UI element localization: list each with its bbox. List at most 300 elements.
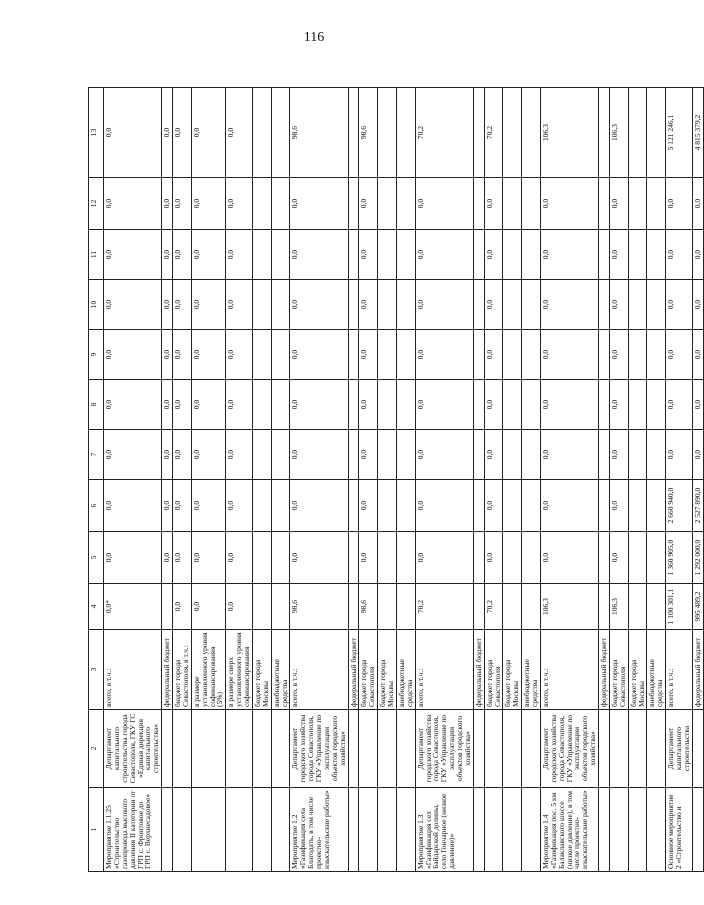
table-cell (522, 788, 541, 872)
table-cell (599, 230, 610, 280)
table-cell: 0,0 (359, 330, 378, 380)
table-cell (647, 584, 666, 630)
table-cell: 0,0 (191, 532, 226, 584)
table-row (599, 88, 610, 872)
table-cell (396, 430, 415, 480)
header-cell: 2 (89, 710, 104, 788)
table-cell: Департамент капитального строительства (666, 710, 693, 788)
table-cell: 106,3 (609, 584, 628, 630)
table-cell (348, 380, 359, 430)
table-cell (226, 710, 253, 788)
table-cell (359, 788, 378, 872)
table-cell: 0,0 (290, 178, 348, 230)
table-cell (522, 710, 541, 788)
table-cell: 0,0 (162, 380, 173, 430)
table-cell: 0,0 (540, 230, 598, 280)
table-cell (271, 280, 290, 330)
table-cell (191, 788, 226, 872)
table-cell (599, 480, 610, 532)
table-row (522, 88, 541, 872)
table-cell: бюджет города Москвы (503, 630, 522, 710)
table-cell (503, 280, 522, 330)
table-cell (647, 532, 666, 584)
table-cell: 0,0 (609, 430, 628, 480)
table-cell (396, 480, 415, 532)
table-cell: 0,0 (692, 280, 703, 330)
table-row (290, 88, 348, 872)
table-cell: 0,0 (484, 280, 503, 330)
table-cell: Мероприятие 1.3 «Газификация сел Байдарской долины, село Гончарное (низкое давление)» (415, 788, 473, 872)
table-cell: бюджет города Севастополя (359, 630, 378, 710)
table-cell: 0,0 (290, 532, 348, 584)
table-cell: в размере установленного уровня софинансирования (5%) (191, 630, 226, 710)
table-cell (473, 280, 484, 330)
table-cell (628, 788, 647, 872)
table-cell (522, 380, 541, 430)
table-cell (692, 710, 703, 788)
table-cell (378, 88, 397, 178)
table-cell (522, 178, 541, 230)
table-cell (271, 88, 290, 178)
table-row (609, 88, 628, 872)
table-row (647, 88, 666, 872)
table-cell (503, 480, 522, 532)
table-cell: 0,0 (162, 480, 173, 532)
table-cell: 0,0 (226, 230, 253, 280)
table-cell: 0,0 (692, 430, 703, 480)
table-cell: 0,0 (173, 178, 192, 230)
table-cell (647, 710, 666, 788)
table-cell (252, 280, 271, 330)
table-cell: 0,0 (359, 480, 378, 532)
table-cell: 0,0 (104, 532, 162, 584)
table-cell: 0,0 (290, 380, 348, 430)
table-cell (396, 88, 415, 178)
table-cell: 70,2 (415, 584, 473, 630)
table-cell (252, 430, 271, 480)
table-cell: 0,0 (162, 330, 173, 380)
header-cell: 3 (89, 630, 104, 710)
table-cell (599, 380, 610, 430)
table-cell (252, 178, 271, 230)
table-cell: 0,0 (226, 380, 253, 430)
table-cell: 0,0 (415, 532, 473, 584)
table-cell: 0,0 (191, 178, 226, 230)
table-cell: 0,0 (484, 178, 503, 230)
table-cell: всего, в т.ч.: (415, 630, 473, 710)
table-cell: Основное мероприятие 2 «Строительство и (666, 788, 693, 872)
table-cell: 0,0 (191, 584, 226, 630)
table-cell (252, 330, 271, 380)
table-cell: 0,0 (692, 178, 703, 230)
table-cell (252, 788, 271, 872)
table-cell: 70,2 (484, 88, 503, 178)
table-cell: 0,0 (359, 532, 378, 584)
table-cell (647, 178, 666, 230)
table-cell: 0,0 (173, 380, 192, 430)
header-cell: 1 (89, 788, 104, 872)
table-cell (162, 788, 173, 872)
table-cell (503, 710, 522, 788)
rotated-table-frame (88, 88, 702, 872)
table-cell: 0,0 (415, 178, 473, 230)
table-cell: 0,0 (191, 430, 226, 480)
table-cell: 0,0 (609, 178, 628, 230)
table-cell: в размере сверх установленного уровня софинансирования (226, 630, 253, 710)
table-cell (378, 532, 397, 584)
table-cell: 0,0 (666, 380, 693, 430)
table-body (104, 88, 704, 872)
table-cell: 0,0 (191, 230, 226, 280)
table-cell: 106,3 (540, 88, 598, 178)
table-cell (628, 88, 647, 178)
table-cell: 106,3 (540, 584, 598, 630)
table-cell: федеральный бюджет (473, 630, 484, 710)
table-cell: 98,6 (290, 88, 348, 178)
table-cell: 0,0 (540, 430, 598, 480)
table-cell: 0,0 (226, 88, 253, 178)
table-cell (522, 584, 541, 630)
table-cell: федеральный бюджет (162, 630, 173, 710)
table-cell: 0,0 (359, 280, 378, 330)
table-cell: 0,0 (415, 230, 473, 280)
table-cell: 0,0 (290, 430, 348, 480)
table-cell: всего, в т.ч.: (666, 630, 693, 710)
table-cell: 0,0 (540, 380, 598, 430)
table-cell (484, 710, 503, 788)
table-cell: 0,0 (290, 280, 348, 330)
table-cell (396, 710, 415, 788)
table-cell: всего, в т.ч.: (540, 630, 598, 710)
table-cell: 0,0 (415, 480, 473, 532)
table-cell (647, 380, 666, 430)
table-cell (473, 380, 484, 430)
table-cell: 0,0 (162, 178, 173, 230)
table-cell (271, 430, 290, 480)
table-cell: 0,0 (290, 480, 348, 532)
table-cell (473, 88, 484, 178)
table-cell: 98,6 (290, 584, 348, 630)
table-cell: 0,0 (226, 330, 253, 380)
table-cell (599, 584, 610, 630)
table-cell: 0,0 (540, 330, 598, 380)
table-row (628, 88, 647, 872)
table-row (415, 88, 473, 872)
table-cell: Департамент городского хозяйства города Севастополя, ГКУ «Управление по эксплуатации объектов городского хозяйства» (290, 710, 348, 788)
table-cell (473, 178, 484, 230)
table-cell: 0,0 (415, 330, 473, 380)
table-cell (378, 788, 397, 872)
table-cell: бюджет города Москвы (252, 630, 271, 710)
table-cell (396, 788, 415, 872)
table-cell: 98,6 (359, 88, 378, 178)
table-cell: 0,0 (415, 430, 473, 480)
table-cell (348, 88, 359, 178)
table-cell (609, 710, 628, 788)
table-cell (473, 532, 484, 584)
table-cell: 2 527 890,0 (692, 480, 703, 532)
table-cell (599, 178, 610, 230)
table-cell (503, 230, 522, 280)
table-cell: 1 360 905,0 (666, 532, 693, 584)
table-cell (628, 380, 647, 430)
table-cell (599, 280, 610, 330)
table-cell: федеральный бюджет (599, 630, 610, 710)
table-cell: 0,0 (290, 230, 348, 280)
table-cell (628, 532, 647, 584)
table-cell: 0,0 (484, 330, 503, 380)
table-cell: всего, в т.ч.: (290, 630, 348, 710)
table-row (378, 88, 397, 872)
table-cell: Мероприятие 1.2 «Газификация села Благодать, в том числе проектно-изыскательские работы» (290, 788, 348, 872)
table-cell: 0,0 (173, 280, 192, 330)
header-cell: 13 (89, 88, 104, 178)
table-cell (628, 178, 647, 230)
table-cell (396, 178, 415, 230)
table-cell (473, 584, 484, 630)
table-row (191, 88, 226, 872)
table-cell (191, 710, 226, 788)
table-cell: 0,0 (540, 178, 598, 230)
table-cell (271, 584, 290, 630)
table-row (252, 88, 271, 872)
table-row (473, 88, 484, 872)
table-cell (628, 480, 647, 532)
table-cell: 0,0 (104, 330, 162, 380)
table-cell: 0,0 (162, 88, 173, 178)
table-cell: 0,0 (226, 280, 253, 330)
table-cell (609, 788, 628, 872)
table-cell: внебюджетные средства (396, 630, 415, 710)
header-cell: 6 (89, 480, 104, 532)
table-cell: 0,0 (104, 88, 162, 178)
table-cell: 0,0 (173, 230, 192, 280)
table-cell (484, 788, 503, 872)
table-cell: 0,0 (609, 330, 628, 380)
table-cell: 0,0 (162, 280, 173, 330)
table-cell: внебюджетные средства (522, 630, 541, 710)
table-cell (162, 710, 173, 788)
header-cell: 12 (89, 178, 104, 230)
table-cell (348, 178, 359, 230)
table-row (104, 88, 162, 872)
table-cell (599, 532, 610, 584)
table-cell (503, 430, 522, 480)
table-cell: 0,0 (609, 380, 628, 430)
table-cell: 0,0 (104, 230, 162, 280)
table-cell: 0,0 (484, 430, 503, 480)
table-cell: Департамент капитального строительства города Севастополя, ГКУ ГС «Единая дирекция капитального строительства» (104, 710, 162, 788)
table-cell: 0,0 (666, 330, 693, 380)
table-cell (378, 230, 397, 280)
table-cell: 0,0 (173, 584, 192, 630)
header-cell: 8 (89, 380, 104, 430)
table-cell: 0,0 (692, 380, 703, 430)
table-cell: 0,0 (692, 230, 703, 280)
table-cell (252, 380, 271, 430)
table-cell (522, 480, 541, 532)
table-cell: всего, в т.ч.: (104, 630, 162, 710)
table-cell: 0,0 (226, 480, 253, 532)
table-cell: 0,0 (666, 230, 693, 280)
table-cell: 0,0 (162, 230, 173, 280)
table-cell: 0,0 (191, 380, 226, 430)
table-cell (522, 330, 541, 380)
table-cell (378, 710, 397, 788)
table-cell: федеральный бюджет (692, 630, 703, 710)
table-cell (473, 230, 484, 280)
table-cell (396, 230, 415, 280)
table-row (692, 88, 703, 872)
table-cell: 0,0 (484, 380, 503, 430)
table-cell: бюджет города Москвы (378, 630, 397, 710)
table-row (540, 88, 598, 872)
table-cell (271, 230, 290, 280)
table-cell: федеральный бюджет (348, 630, 359, 710)
table-cell (348, 480, 359, 532)
table-cell (378, 178, 397, 230)
table-cell: 0,0 (173, 430, 192, 480)
table-cell: 0,0 (104, 430, 162, 480)
table-cell (162, 584, 173, 630)
table-cell: внебюджетные средства (271, 630, 290, 710)
table-cell (378, 380, 397, 430)
table-cell: 0,0 (692, 330, 703, 380)
table-cell: 0,0 (484, 480, 503, 532)
table-row (359, 88, 378, 872)
table-cell: 0,0 (540, 480, 598, 532)
table-cell: 0,0 (415, 380, 473, 430)
table-cell: 98,6 (359, 584, 378, 630)
table-cell (473, 330, 484, 380)
table-cell (473, 788, 484, 872)
table-cell (226, 788, 253, 872)
table-cell (628, 710, 647, 788)
page-number: 116 (303, 30, 325, 45)
table-cell (378, 280, 397, 330)
table-cell: бюджет города Москвы (628, 630, 647, 710)
table-cell (271, 380, 290, 430)
table-cell: 70,2 (484, 584, 503, 630)
table-cell (252, 710, 271, 788)
header-cell: 9 (89, 330, 104, 380)
table-row (396, 88, 415, 872)
table-cell (522, 280, 541, 330)
table-cell: 0,0 (609, 532, 628, 584)
table-cell (396, 380, 415, 430)
table-row (348, 88, 359, 872)
table-cell (252, 88, 271, 178)
table-cell (252, 480, 271, 532)
table-cell (503, 88, 522, 178)
table-cell: бюджет города Севастополя (484, 630, 503, 710)
table-cell (503, 178, 522, 230)
table-cell: 0,0 (104, 178, 162, 230)
table-cell: 106,3 (609, 88, 628, 178)
table-cell: 0,0 (290, 330, 348, 380)
table-cell: 5 121 246,1 (666, 88, 693, 178)
table-cell (378, 430, 397, 480)
table-cell (599, 430, 610, 480)
table-cell (252, 532, 271, 584)
table-cell: Департамент городского хозяйства города Севастополя, ГКУ «Управление по эксплуатации объектов городского хозяйства» (415, 710, 473, 788)
table-cell: 2 660 940,0 (666, 480, 693, 532)
table-cell (599, 710, 610, 788)
table-cell (348, 788, 359, 872)
table-cell (628, 230, 647, 280)
table-cell: 0,0 (359, 380, 378, 430)
table-cell (628, 584, 647, 630)
table-cell (522, 88, 541, 178)
table-cell (522, 430, 541, 480)
table-cell (173, 788, 192, 872)
table-cell: 1 100 301,1 (666, 584, 693, 630)
table-cell: 0,0 (104, 280, 162, 330)
table-cell: 0,0 (540, 532, 598, 584)
table-cell: 0,0 (104, 380, 162, 430)
table-holder (88, 88, 702, 872)
table-cell: 0,0 (359, 430, 378, 480)
table-cell (271, 710, 290, 788)
table-cell (271, 330, 290, 380)
table-cell (599, 330, 610, 380)
table-cell (647, 430, 666, 480)
table-cell: Мероприятие 1.1.25 «Строительство газопровода высокого давления II категории от ГРП с. Фронтовое до ГРП с. Верхнесадовое» (104, 788, 162, 872)
table-cell: 0,0 (226, 178, 253, 230)
table-cell: 0,0 (359, 230, 378, 280)
table-cell: 0,0 (666, 430, 693, 480)
table-cell (271, 480, 290, 532)
table-cell: 0,0 (173, 88, 192, 178)
table-cell: 0,0 (191, 480, 226, 532)
table-cell (628, 430, 647, 480)
table-row (162, 88, 173, 872)
table-cell: 0,0 (359, 178, 378, 230)
table-cell (271, 532, 290, 584)
table-cell (271, 178, 290, 230)
table-cell (396, 584, 415, 630)
table-cell (378, 584, 397, 630)
table-cell: 0,0 (162, 532, 173, 584)
table-cell: 70,2 (415, 88, 473, 178)
table-cell (378, 330, 397, 380)
table-cell (348, 430, 359, 480)
table-cell: Мероприятие 1.4 «Газификация пос. 5 км Балаклавского шоссе (низкое давление), в том числе проектно-изыскательские работы» (540, 788, 598, 872)
table-cell (692, 788, 703, 872)
table-cell: 0,0 (191, 88, 226, 178)
table-cell (252, 584, 271, 630)
table-cell: 0,0 (173, 480, 192, 532)
table-row (173, 88, 192, 872)
header-cell: 5 (89, 532, 104, 584)
table-cell: внебюджетные средства (647, 630, 666, 710)
table-cell (348, 230, 359, 280)
header-cell: 7 (89, 430, 104, 480)
header-cell: 4 (89, 584, 104, 630)
table-cell (396, 280, 415, 330)
table-cell (473, 430, 484, 480)
table-cell (647, 88, 666, 178)
header-row (89, 88, 104, 872)
table-cell: 0,0 (226, 430, 253, 480)
table-cell: 0,0 (415, 280, 473, 330)
table-cell: 0,0 (191, 280, 226, 330)
table-cell: 0,0 (484, 532, 503, 584)
header-cell: 11 (89, 230, 104, 280)
table-cell: 0,0 (104, 480, 162, 532)
table-cell: 0,0 (540, 280, 598, 330)
table-cell: 0,0 (666, 280, 693, 330)
